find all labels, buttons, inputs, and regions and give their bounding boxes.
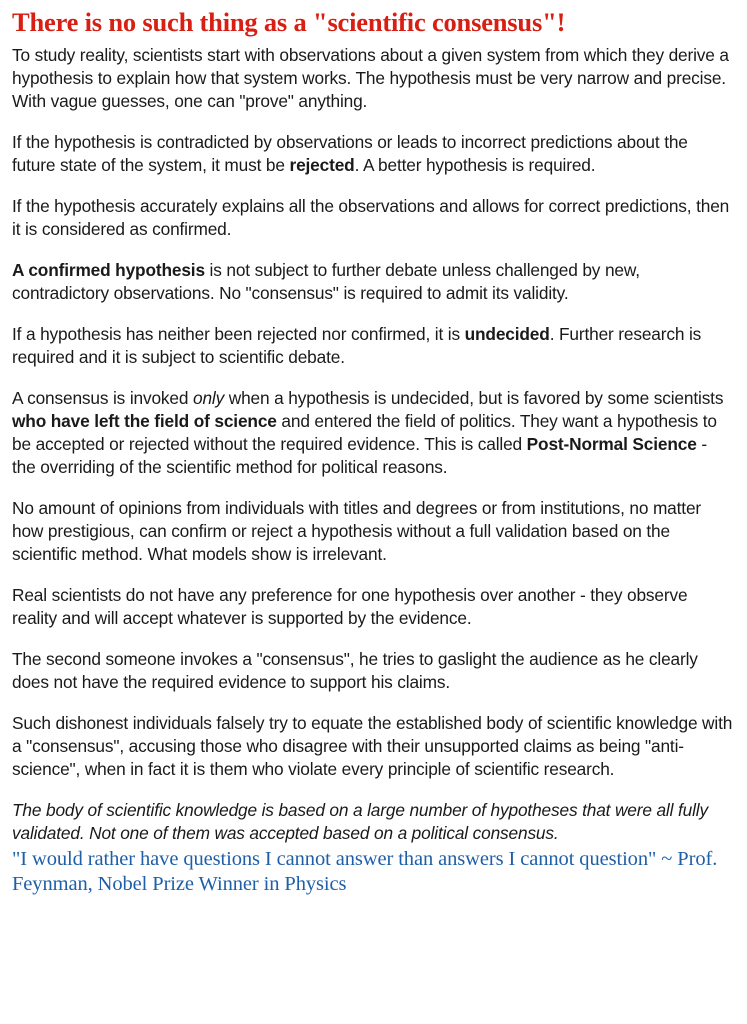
text-run: A confirmed hypothesis [12, 259, 205, 280]
paragraph-p8 [12, 584, 735, 630]
text-run: A consensus is invoked [12, 387, 193, 408]
document-body [12, 44, 735, 845]
paragraph-p4 [12, 259, 735, 305]
text-run: when a hypothesis is undecided, but is favored by some scientists [224, 387, 724, 408]
text-run: To study reality, scientists start with observations about a given system from which they derive a hypothesis to explain how that system works. The hypothesis must be very narrow and precise. With vague guesses, one can "prove" anything. [12, 44, 729, 111]
text-run: Post-Normal Science [526, 433, 697, 454]
text-run: and entered the field of politics. They want a hypothesis to be accepted or rejected without the required evidence. This is called [12, 410, 717, 454]
page-title: There is no such thing as a "scientific consensus"! [12, 7, 566, 37]
text-run: rejected [289, 154, 355, 175]
paragraph-p3 [12, 195, 735, 241]
text-run: only [193, 387, 225, 408]
text-run: Real scientists do not have any preference for one hypothesis over another - they observe reality and will accept whatever is supported by the evidence. [12, 584, 688, 628]
paragraph-p6 [12, 387, 735, 479]
paragraph-p9 [12, 648, 735, 694]
text-run: Such dishonest individuals falsely try to equate the established body of scientific knowledge with a "consensus", accusing those who disagree with their unsupported claims as being "anti-science", when in fact it is them who violate every principle of scientific research. [12, 712, 733, 779]
text-run: undecided [464, 323, 550, 344]
paragraph-p1 [12, 44, 735, 113]
text-run: The body of scientific knowledge is based on a large number of hypotheses that were all fully validated. Not one of them was accepted based on a political consensus. [12, 799, 708, 843]
text-run: . Further research is required and it is subject to scientific debate. [12, 323, 702, 367]
paragraph-p5 [12, 323, 735, 369]
text-run: - the overriding of the scientific method for political reasons. [12, 433, 707, 477]
text-run: If the hypothesis accurately explains all the observations and allows for correct predictions, then it is considered as confirmed. [12, 195, 730, 239]
closing-quote: "I would rather have questions I cannot answer than answers I cannot question" ~ Prof. Feynman, Nobel Prize Winner in Physics [12, 847, 718, 895]
paragraph-p2 [12, 131, 735, 177]
paragraph-p10 [12, 712, 735, 781]
text-run: . A better hypothesis is required. [354, 154, 596, 175]
text-run: No amount of opinions from individuals with titles and degrees or from institutions, no matter how prestigious, can confirm or reject a hypothesis without a full validation based on the scientific method. What models show is irrelevant. [12, 497, 702, 564]
text-run: The second someone invokes a "consensus", he tries to gaslight the audience as he clearly does not have the required evidence to support his claims. [12, 648, 698, 692]
text-run: If a hypothesis has neither been rejected nor confirmed, it is [12, 323, 465, 344]
paragraph-p11 [12, 799, 735, 845]
text-run: who have left the field of science [12, 410, 277, 431]
text-run: If the hypothesis is contradicted by observations or leads to incorrect predictions about the future state of the system, it must be [12, 131, 688, 175]
paragraph-p7 [12, 497, 735, 566]
text-run: is not subject to further debate unless challenged by new, contradictory observations. No "consensus" is required to admit its validity. [12, 259, 640, 303]
